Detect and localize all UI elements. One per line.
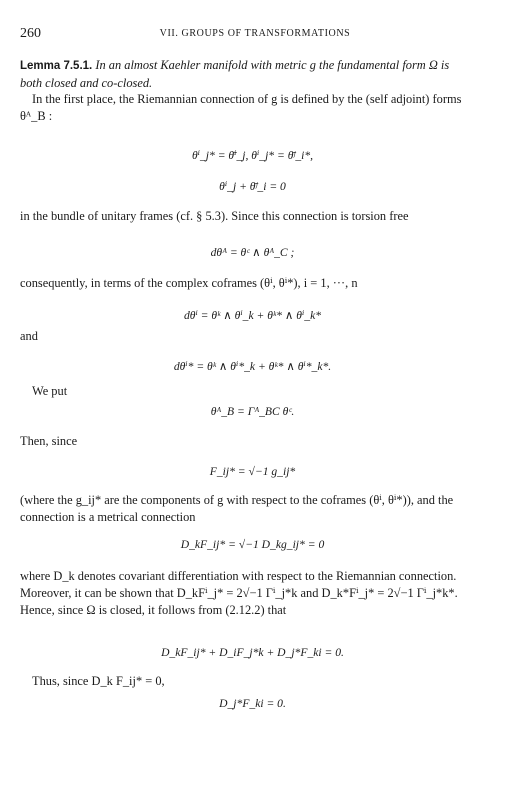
equation-closed-form: D_kF_ij* + D_iF_j*k + D_j*F_ki = 0.: [161, 646, 344, 659]
paragraph-we-put: We put: [32, 384, 68, 398]
paragraph-and: and: [20, 329, 38, 343]
paragraph-then-since: Then, since: [20, 434, 78, 448]
equation-conjugate-forms: θⁱ_j* = θ̄ⁱ_j, θⁱ_j* = θ̄ʲ_i*,: [191, 149, 314, 162]
paragraph-thus: Thus, since D_k F_ij* = 0,: [32, 674, 165, 688]
equation-fundamental-form: F_ij* = √−1 g_ij*: [209, 465, 296, 478]
equation-covariant-derivative: D_kF_ij* = √−1 D_kg_ij* = 0: [180, 538, 325, 551]
page-number: 260: [20, 26, 41, 41]
lemma-title: Lemma 7.5.1.: [20, 60, 93, 72]
paragraph-complex-coframes: consequently, in terms of the complex coframes (θⁱ, θⁱ*), i = 1, ···, n: [20, 276, 358, 290]
lemma: [20, 57, 470, 92]
equation-christoffel: θᴬ_B = Γᴬ_BC θᶜ.: [210, 405, 295, 418]
paragraph-metric-components: (where the g_ij* are the components of g with respect to the coframes (θⁱ, θⁱ*)), and the connection is a metrical connection: [20, 493, 454, 524]
paragraph-connection: In the first place, the Riemannian connection of g is defined by the (self adjoint) forms θᴬ_B :: [20, 92, 462, 123]
paragraph-unitary-frames: in the bundle of unitary frames (cf. § 5.3). Since this connection is torsion free: [20, 209, 409, 223]
paragraph-riemannian-connection: where D_k denotes covariant differentiation with respect to the Riemannian connection. Moreover, it can be shown that D_kFⁱ_j* = 2√−1 Γⁱ_j*k and D_k*Fⁱ_j* = 2√−1 Γⁱ_j*k*. Hence, since Ω is closed, it follows from (2.12.2) that: [20, 569, 458, 617]
lemma-statement: In an almost Kaehler manifold with metric g the fundamental form Ω is both closed and co-closed.: [20, 58, 450, 90]
equation-d-theta: dθⁱ = θᵏ ∧ θⁱ_k + θᵏ* ∧ θⁱ_k*: [183, 309, 322, 322]
equation-conclusion: D_j*F_ki = 0.: [219, 697, 286, 710]
page-header: [20, 26, 490, 42]
running-title: VII. GROUPS OF TRANSFORMATIONS: [159, 28, 351, 39]
equation-d-theta-star: dθⁱ* = θᵏ ∧ θⁱ*_k + θᵏ* ∧ θⁱ*_k*.: [173, 360, 332, 373]
equation-skew-hermitian: θⁱ_j + θ̄ʲ_i = 0: [219, 180, 286, 193]
equation-torsion-free: dθᴬ = θᶜ ∧ θᴬ_C ;: [210, 246, 295, 259]
